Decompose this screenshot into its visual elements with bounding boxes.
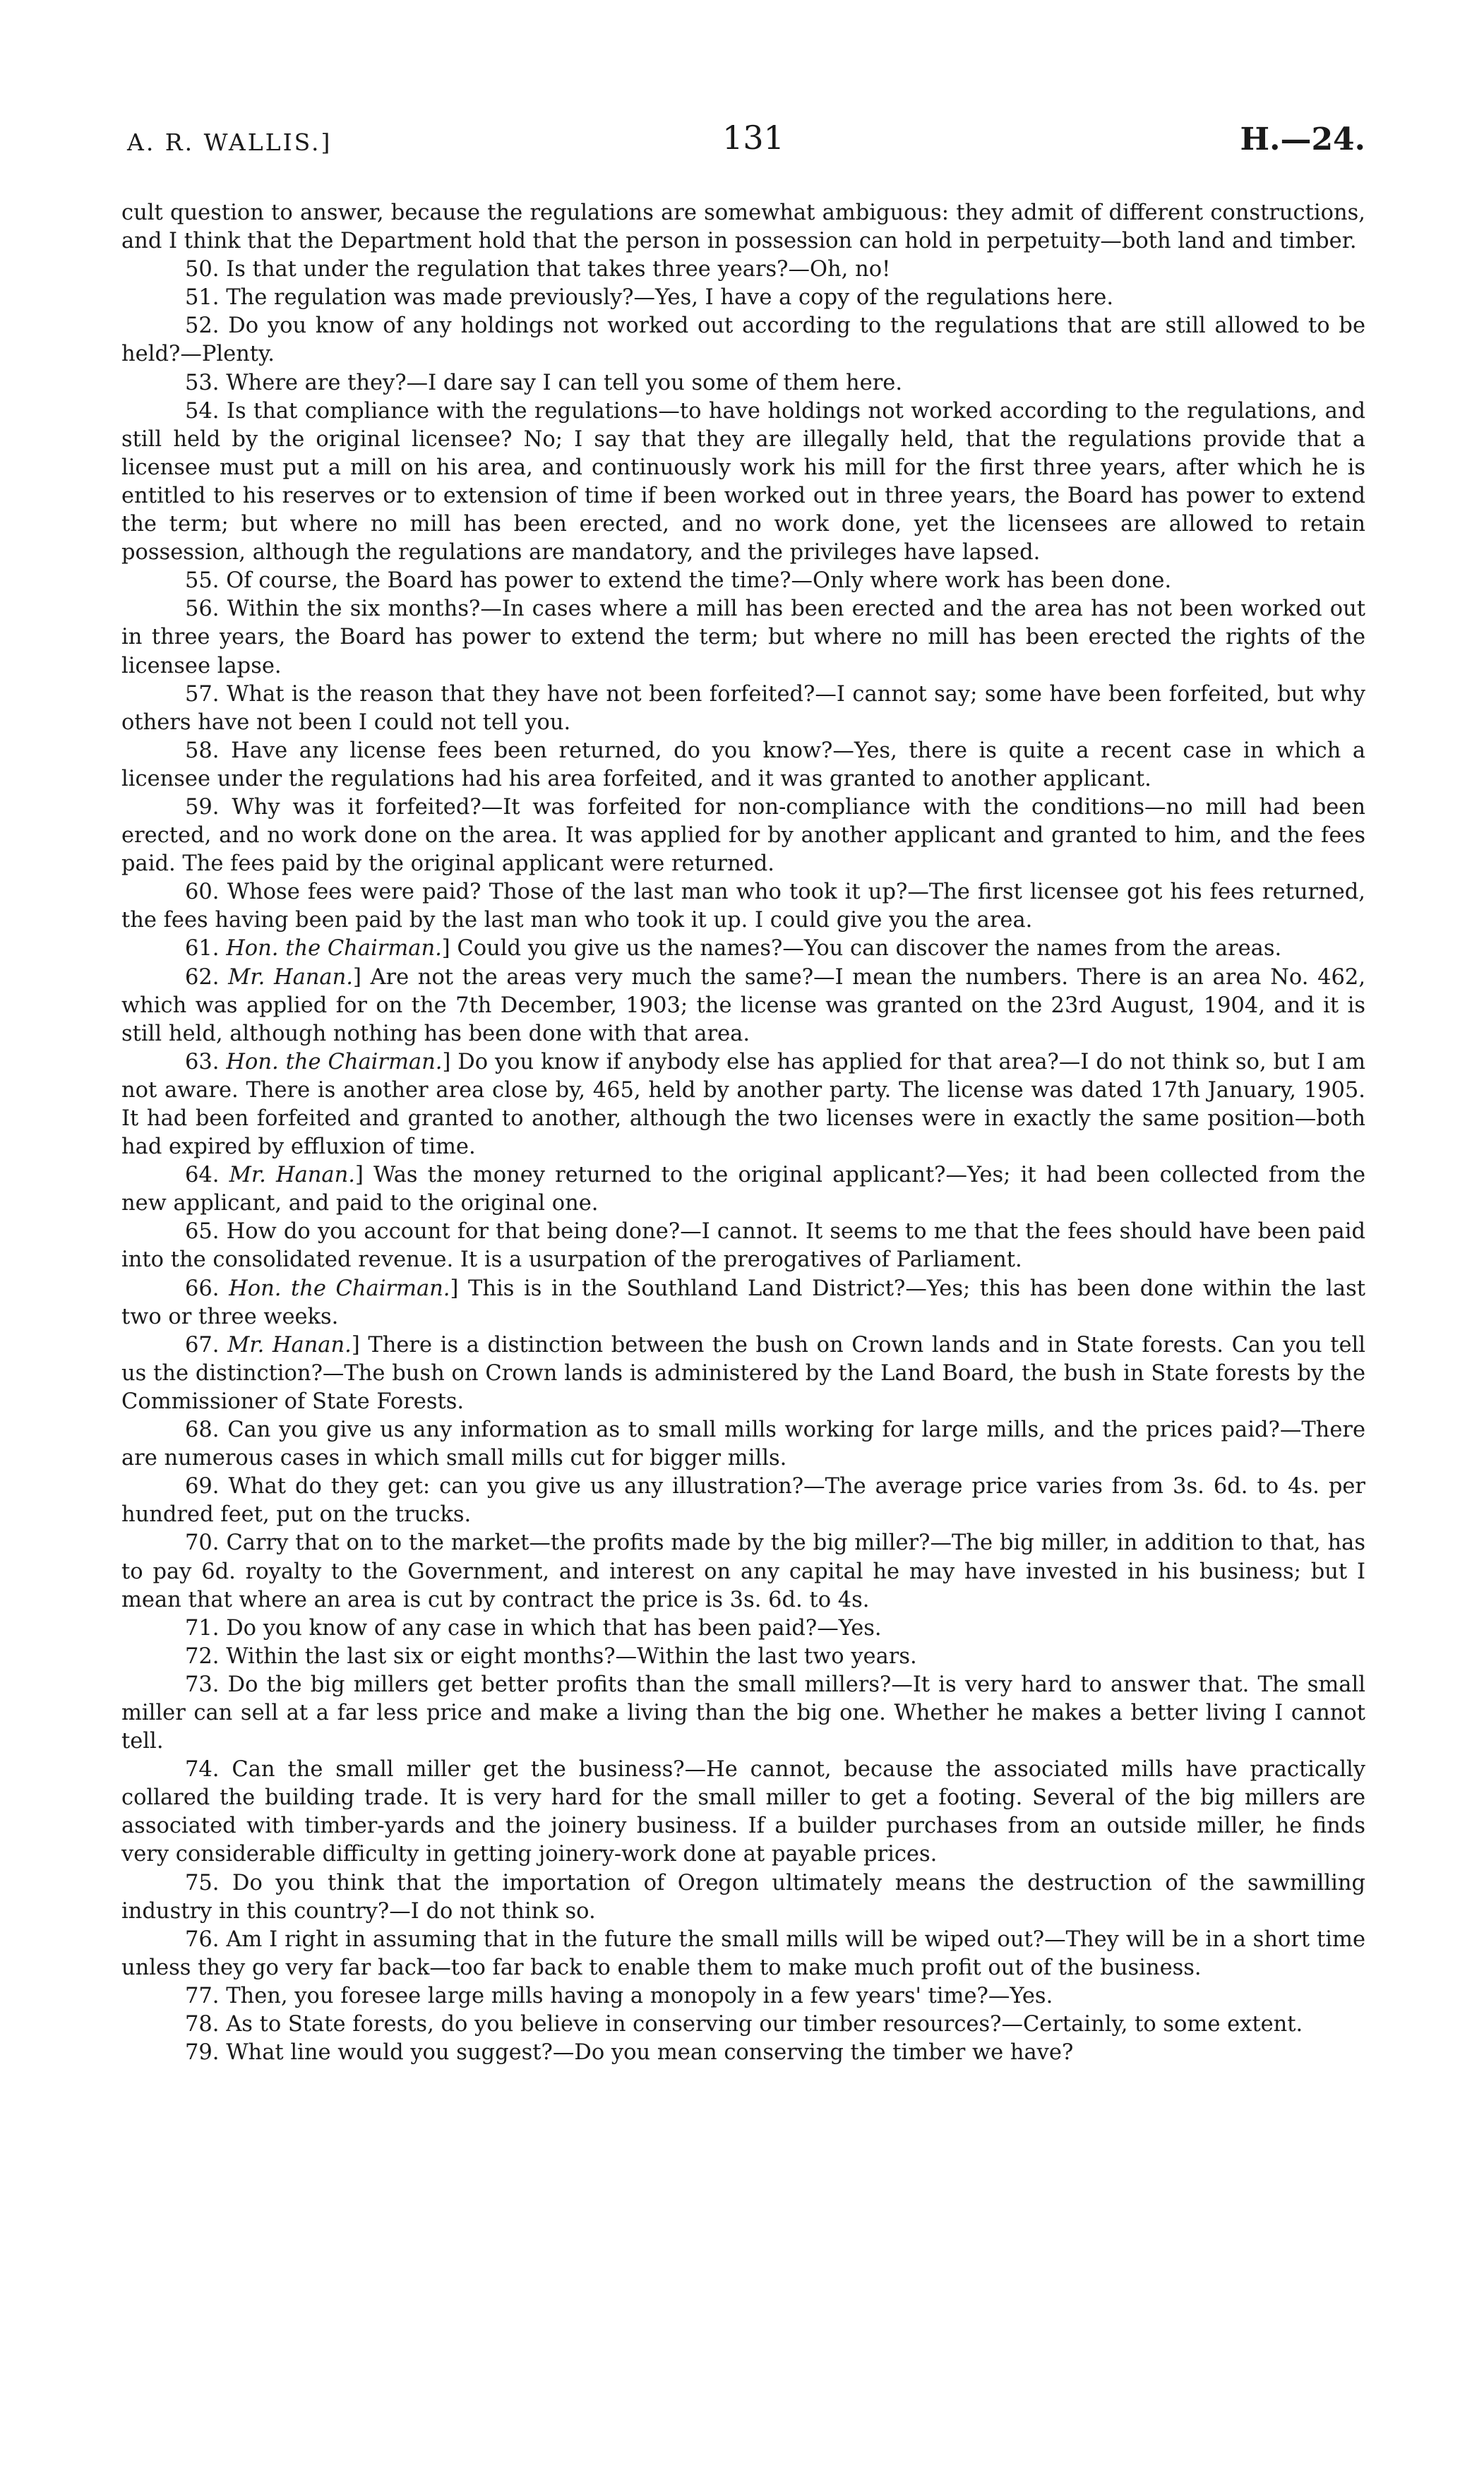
paragraph-number: 56. <box>185 597 227 622</box>
paragraph <box>121 397 1365 568</box>
paragraph-number: 61. <box>185 936 227 962</box>
speaker: Mr. Hanan. <box>228 964 353 990</box>
paragraph <box>121 1643 1365 1671</box>
paragraph <box>121 1275 1365 1331</box>
paragraph-text: What line would you suggest?—Do you mean conserving the timber we have? <box>226 2040 1074 2066</box>
paragraph-text: cult question to answer, because the regulations are somewhat ambiguous: they admit of different constructions, and I think that the Department hold that the person in possession can hold in perpetuity—both land and timber. <box>121 200 1365 254</box>
paragraph <box>121 2039 1365 2067</box>
paragraph <box>121 1615 1365 1643</box>
paragraph-text: Do you know of any case in which that has been paid?—Yes. <box>226 1615 882 1641</box>
paragraph-text: Why was it forfeited?—It was forfeited for non-compliance with the conditions—no mill had been erected, and no work done on the area. It was applied for by another applicant and granted to him, and the fees paid. The fees paid by the original applicant were returned. <box>121 794 1365 877</box>
paragraph <box>121 1982 1365 2011</box>
paragraph <box>121 1869 1365 1926</box>
paragraph <box>121 1529 1365 1614</box>
paragraph-number: 68. <box>185 1418 228 1443</box>
paragraph-text: Whose fees were paid? Those of the last man who took it up?—The first licensee got his fees returned, the fees having been paid by the last man who took it up. I could give you the area. <box>121 880 1366 933</box>
paragraph <box>121 1473 1365 1529</box>
paragraph <box>121 2011 1365 2039</box>
paragraph-number: 64. <box>185 1163 229 1188</box>
paragraph-number: 50. <box>185 257 227 282</box>
page-header <box>121 119 1365 169</box>
paragraph <box>121 256 1365 284</box>
paragraph-number: 65. <box>185 1219 227 1245</box>
paragraph-number: 78. <box>185 2012 227 2037</box>
paragraph <box>121 737 1365 793</box>
speaker: Mr. Hanan. <box>227 1332 352 1358</box>
document-reference: H.—24. <box>1240 121 1365 157</box>
witness-name: A. R. WALLIS.] <box>127 128 333 156</box>
paragraph-number: 79. <box>185 2040 227 2066</box>
paragraph-text: Am I right in assuming that in the future the small mills will be wiped out?—They will be in a short time unless they go very far back—too far back to enable them to make much profit out of the business. <box>121 1927 1366 1980</box>
paragraph <box>121 935 1365 963</box>
paragraph-number: 55. <box>185 568 227 594</box>
paragraph-number: 59. <box>185 794 232 820</box>
paragraph-text: Can the small miller get the business?—He cannot, because the associated mills have practically collared the building trade. It is very hard for the small miller to get a footing. Several of the big millers are associated with timber-yards and the joinery business. If a builder purchases from an outside miller, he finds very considerable difficulty in getting joinery-work done at payable prices. <box>121 1757 1366 1867</box>
paragraph <box>121 595 1365 680</box>
paragraph-text: Then, you foresee large mills having a monopoly in a few years' time?—Yes. <box>226 1983 1053 2008</box>
paragraph <box>121 1048 1365 1161</box>
paragraph-text: ] Could you give us the names?—You can discover the names from the areas. <box>441 936 1282 962</box>
paragraph <box>121 567 1365 595</box>
paragraph <box>121 1331 1365 1416</box>
paragraph <box>121 1161 1365 1218</box>
paragraph-number: 63. <box>185 1049 227 1074</box>
paragraph-number: 75. <box>185 1870 232 1895</box>
paragraph-text: Within the last six or eight months?—Within the last two years. <box>226 1643 917 1669</box>
paragraph <box>121 793 1365 878</box>
paragraph-number: 71. <box>185 1615 227 1641</box>
paragraph-number: 62. <box>185 964 229 990</box>
paragraph-text: What is the reason that they have not been forfeited?—I cannot say; some have been forfeited, but why others have not been I could not tell you. <box>121 681 1365 735</box>
paragraph-text: ] This is in the Southland Land District?—Yes; this has been done within the last two or three weeks. <box>121 1276 1365 1329</box>
paragraph-text: What do they get: can you give us any illustration?—The average price varies from 3s. 6d. to 4s. per hundred feet, put on the trucks. <box>121 1474 1365 1528</box>
paragraph <box>121 1756 1365 1869</box>
paragraph <box>121 312 1365 369</box>
paragraph <box>121 199 1365 256</box>
paragraph-number: 76. <box>185 1927 227 1952</box>
paragraph <box>121 1671 1365 1756</box>
speaker: Hon. the Chairman. <box>226 936 442 962</box>
paragraph-number: 67. <box>185 1332 228 1358</box>
paragraph-text: ] There is a distinction between the bush on Crown lands and in State forests. Can you tell us the distinction?—The bush on Crown lands is administered by the Land Board, the bush in State forests by the Commissioner of State Forests. <box>121 1332 1366 1414</box>
paragraph-number: 69. <box>185 1474 229 1499</box>
speaker: Hon. the Chairman. <box>226 1049 443 1074</box>
testimony-body <box>121 199 1365 2067</box>
paragraph <box>121 878 1365 935</box>
paragraph-text: Is that under the regulation that takes three years?—Oh, no! <box>226 257 891 282</box>
paragraph-number: 72. <box>185 1643 227 1669</box>
paragraph-text: Of course, the Board has power to extend the time?—Only where work has been done. <box>226 568 1172 594</box>
paragraph <box>121 681 1365 737</box>
paragraph-number: 52. <box>185 313 229 339</box>
paragraph-text: Have any license fees been returned, do you know?—Yes, there is quite a recent case in which a licensee under the regulations had his area forfeited, and it was granted to another applicant. <box>121 738 1365 791</box>
paragraph-number: 74. <box>185 1757 232 1783</box>
paragraph <box>121 1416 1365 1473</box>
paragraph-text: Do you know of any holdings not worked out according to the regulations that are still allowed to be held?—Plenty. <box>121 313 1365 367</box>
paragraph <box>121 369 1365 397</box>
paragraph <box>121 1926 1365 1982</box>
paragraph-number: 58. <box>185 738 232 763</box>
paragraph-text: Do you think that the importation of Oregon ultimately means the destruction of the sawmilling industry in this country?—I do not think so. <box>121 1870 1365 1924</box>
paragraph-number: 60. <box>185 880 227 905</box>
paragraph-text: Do the big millers get better profits than the small millers?—It is very hard to answer that. The small miller can sell at a far less price and make a living than the big one. Whether he makes a better living I cannot tell. <box>121 1672 1366 1754</box>
paragraph-text: ] Do you know if anybody else has applied for that area?—I do not think so, but I am not aware. There is another area close by, 465, held by another party. The license was dated 17th January, 1905. It had been forfeited and granted to another, although the two licenses were in exactly the same position—both had expired by effluxion of time. <box>121 1049 1365 1160</box>
paragraph-text: The regulation was made previously?—Yes, I have a copy of the regulations here. <box>226 285 1114 311</box>
paragraph <box>121 1218 1365 1274</box>
paragraph-text: As to State forests, do you believe in conserving our timber resources?—Certainly, to some extent. <box>226 2012 1303 2037</box>
paragraph-text: Within the six months?—In cases where a mill has been erected and the area has not been worked out in three years, the Board has power to extend the term; but where no mill has been erected the rights of the licensee lapse. <box>121 597 1366 678</box>
paragraph-number: 70. <box>185 1530 227 1556</box>
paragraph-text: ] Was the money returned to the original applicant?—Yes; it had been collected from the new applicant, and paid to the original one. <box>121 1163 1366 1216</box>
paragraph-text: Is that compliance with the regulations—to have holdings not worked according to the regulations, and still held by the original licensee? No; I say that they are illegally held, that the regulations provide that a licensee must put a mill on his area, and continuously work his mill for the first three years, after which he is entitled to his reserves or to extension of time if been worked out in three years, the Board has power to extend the term; but where no mill has been erected, and no work done, yet the licensees are allowed to retain possession, although the regulations are mandatory, and the privileges have lapsed. <box>121 398 1365 565</box>
paragraph-text: How do you account for that being done?—I cannot. It seems to me that the fees should have been paid into the consolidated revenue. It is a usurpation of the prerogatives of Parliament. <box>121 1219 1366 1273</box>
speaker: Hon. the Chairman. <box>229 1276 450 1301</box>
paragraph-number: 53. <box>185 370 227 395</box>
paragraph-text: Can you give us any information as to small mills working for large mills, and the prices paid?—There are numerous cases in which small mills cut for bigger mills. <box>121 1418 1366 1471</box>
paragraph-number: 77. <box>185 1983 227 2008</box>
paragraph-text: ] Are not the areas very much the same?—I mean the numbers. There is an area No. 462, which was applied for on the 7th December, 1903; the license was granted on the 23rd August, 1904, and it is still held, although nothing has been done with that area. <box>121 964 1366 1046</box>
paragraph-text: Carry that on to the market—the profits made by the big miller?—The big miller, in addition to that, has to pay 6d. royalty to the Government, and interest on any capital he may have invested in his business; but I mean that where an area is cut by contract the price is 3s. 6d. to 4s. <box>121 1530 1365 1612</box>
paragraph-number: 54. <box>185 398 227 424</box>
paragraph-text: Where are they?—I dare say I can tell you some of them here. <box>226 370 903 395</box>
paragraph <box>121 284 1365 312</box>
paragraph-number: 51. <box>185 285 227 311</box>
paragraph-number: 57. <box>185 681 227 707</box>
paragraph-number: 73. <box>185 1672 228 1697</box>
paragraph-number: 66. <box>185 1276 229 1301</box>
paragraph <box>121 964 1365 1048</box>
speaker: Mr. Hanan. <box>229 1163 355 1188</box>
page-number: 131 <box>722 119 784 157</box>
